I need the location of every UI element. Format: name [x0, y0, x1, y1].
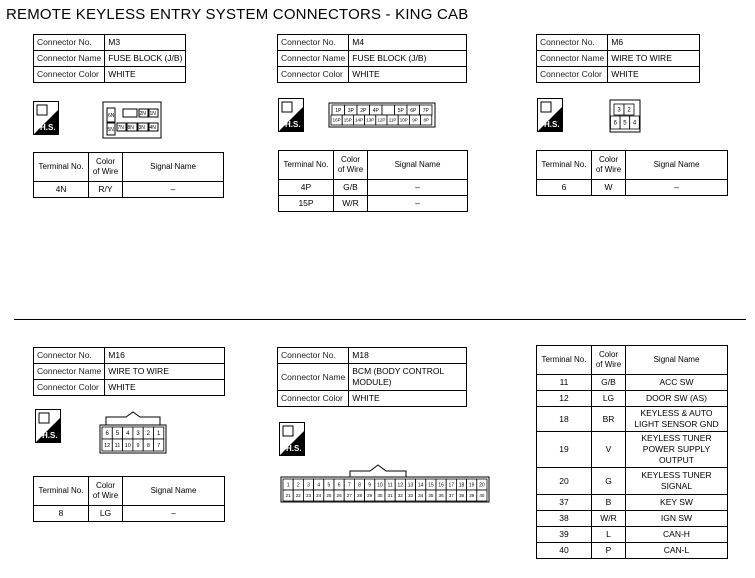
connector-no-label: Connector No.: [34, 35, 105, 51]
connector-color-label: Connector Color: [34, 380, 105, 396]
connector-color-label: Connector Color: [278, 67, 349, 83]
m4-pin: 10P: [399, 117, 408, 123]
terminal-no-header: Terminal No.: [279, 151, 334, 180]
m18-pin: 37: [448, 493, 454, 499]
m18-connector-color: WHITE: [349, 391, 467, 407]
m4-pin: 14P: [354, 117, 364, 123]
signal-cell: –: [368, 196, 468, 212]
m16-pin: 11: [114, 442, 121, 449]
m16-pin: 2: [146, 431, 151, 438]
signal-cell: CAN-H: [626, 527, 728, 543]
m16-connector-face: [98, 411, 168, 460]
signal-name-header: Signal Name: [123, 477, 225, 506]
wire-color-header: Color of Wire: [592, 346, 626, 375]
m18-pin: 2: [296, 482, 300, 489]
m4-pin: 12P: [377, 117, 386, 123]
m16-pin: 7: [157, 442, 161, 449]
signal-name-header: Signal Name: [626, 151, 728, 180]
signal-cell: –: [123, 182, 224, 198]
terminal-cell: 12: [537, 391, 592, 407]
wire-cell: V: [592, 432, 626, 468]
m18-terminal-table: [536, 345, 728, 559]
wire-cell: P: [592, 543, 626, 559]
terminal-no-header: Terminal No.: [34, 477, 89, 506]
m18-pin: 36: [438, 493, 444, 499]
m18-pin: 35: [428, 493, 434, 499]
wire-color-header: Color of Wire: [592, 151, 626, 180]
m18-connector-no: M18: [349, 348, 467, 364]
wire-color-header: Color of Wire: [89, 477, 123, 506]
m18-pin: 24: [316, 493, 322, 499]
m3-pin: 6N: [108, 113, 115, 119]
m16-pin: 9: [136, 442, 140, 449]
m16-pin: 10: [124, 442, 131, 449]
terminal-cell: 40: [537, 543, 592, 559]
m18-pin: 16: [438, 482, 444, 489]
m4-pin: 5P: [397, 107, 404, 114]
m16-pin: 6: [105, 431, 109, 438]
table-row: [537, 180, 728, 196]
table-row: [34, 506, 225, 522]
wire-cell: W/R: [334, 196, 368, 212]
wire-cell: LG: [592, 391, 626, 407]
terminal-cell: 4N: [34, 182, 89, 198]
m3-pin: 2N: [139, 111, 146, 117]
hs-icon: [33, 101, 59, 135]
hs-icon: [537, 98, 563, 132]
m6-pin: 3: [617, 107, 621, 114]
m3-pin: 1N: [149, 111, 156, 117]
m4-terminal-table: [278, 150, 468, 212]
hs-icon: [279, 422, 305, 456]
m18-pin: 3: [307, 482, 310, 489]
m18-pin: 4: [317, 482, 321, 489]
hs-label: H.S.: [286, 444, 302, 453]
m18-pin: 30: [377, 493, 383, 499]
table-row: [34, 182, 224, 198]
m18-pin: 1: [286, 482, 290, 489]
m18-pin: 32: [397, 493, 403, 499]
m18-pin: 6: [337, 482, 341, 489]
connector-name-label: Connector Name: [537, 51, 608, 67]
m3-connector-no: M3: [105, 35, 186, 51]
connector-color-label: Connector Color: [34, 67, 105, 83]
m3-pin: 7N: [117, 125, 124, 131]
m18-pin: 11: [387, 482, 393, 489]
m18-pin: 23: [305, 493, 312, 499]
connector-no-label: Connector No.: [278, 35, 349, 51]
m18-pin: 12: [397, 482, 404, 489]
hs-label: H.S.: [42, 431, 58, 440]
m6-connector-name: WIRE TO WIRE: [608, 51, 700, 67]
table-row: [537, 432, 728, 468]
terminal-cell: 11: [537, 375, 592, 391]
wire-cell: B: [592, 495, 626, 511]
signal-cell: KEYLESS TUNER POWER SUPPLY OUTPUT: [626, 432, 728, 468]
m3-info-table: [33, 34, 186, 83]
signal-cell: ACC SW: [626, 375, 728, 391]
m4-pin: 13P: [366, 117, 375, 123]
m18-pin: 34: [418, 493, 424, 499]
m4-connector-no: M4: [349, 35, 467, 51]
m6-pin: 4: [632, 120, 637, 127]
m6-info-table: [536, 34, 700, 83]
connector-no-label: Connector No.: [34, 348, 105, 364]
hs-icon: [278, 98, 304, 132]
hs-label: H.S.: [40, 123, 56, 132]
terminal-cell: 18: [537, 407, 592, 432]
m4-connector-name: FUSE BLOCK (J/B): [349, 51, 467, 67]
m18-pin: 13: [407, 482, 414, 489]
m4-pin: 6P: [410, 107, 417, 114]
signal-cell: KEYLESS TUNER SIGNAL: [626, 468, 728, 495]
m16-pin: 1: [156, 431, 161, 438]
table-row: [537, 527, 728, 543]
table-row: [537, 511, 728, 527]
table-row: [537, 495, 728, 511]
m18-pin: 18: [458, 482, 465, 489]
connector-name-label: Connector Name: [34, 51, 105, 67]
table-row: [537, 543, 728, 559]
m3-connector-color: WHITE: [105, 67, 186, 83]
wire-cell: G/B: [592, 375, 626, 391]
m3-pin: 3N: [138, 125, 145, 131]
m4-pin: 2P: [360, 107, 367, 114]
wire-cell: L: [592, 527, 626, 543]
m6-pin: 6: [613, 120, 617, 127]
terminal-no-header: Terminal No.: [537, 151, 592, 180]
signal-name-header: Signal Name: [626, 346, 728, 375]
connector-name-label: Connector Name: [278, 364, 349, 391]
m3-pin: 5N: [107, 127, 114, 133]
m18-pin: 38: [458, 493, 465, 499]
hs-icon: [35, 409, 61, 443]
m4-pin: 16P: [332, 117, 341, 123]
terminal-cell: 37: [537, 495, 592, 511]
signal-name-header: Signal Name: [368, 151, 468, 180]
m18-pin: 8: [358, 482, 361, 489]
m18-pin: 21: [285, 493, 291, 499]
wire-cell: G: [592, 468, 626, 495]
m4-pin: 15P: [343, 117, 352, 123]
m18-pin: 26: [336, 493, 342, 499]
wire-cell: LG: [89, 506, 123, 522]
hs-label: H.S.: [544, 120, 560, 129]
terminal-no-header: Terminal No.: [34, 153, 89, 182]
m4-pin: 4P: [372, 107, 379, 114]
m16-pin: 8: [146, 442, 150, 449]
m18-pin: 7: [347, 482, 351, 489]
m18-pin: 17: [448, 482, 455, 489]
terminal-cell: 15P: [279, 196, 334, 212]
m18-pin: 9: [368, 482, 372, 489]
m4-pin: 8P: [423, 117, 429, 123]
m4-pin: 9P: [412, 117, 418, 123]
terminal-cell: 39: [537, 527, 592, 543]
terminal-cell: 6: [537, 180, 592, 196]
terminal-cell: 20: [537, 468, 592, 495]
m18-connector-face: [280, 463, 490, 508]
wire-cell: R/Y: [89, 182, 123, 198]
m18-pin: 25: [326, 493, 332, 499]
signal-cell: –: [123, 506, 225, 522]
signal-name-header: Signal Name: [123, 153, 224, 182]
m18-pin: 40: [479, 493, 485, 499]
signal-cell: –: [626, 180, 728, 196]
m6-connector-face: [609, 99, 641, 138]
terminal-cell: 4P: [279, 180, 334, 196]
m4-pin: 1P: [335, 107, 342, 114]
m16-connector-name: WIRE TO WIRE: [105, 364, 225, 380]
connector-color-label: Connector Color: [537, 67, 608, 83]
terminal-cell: 8: [34, 506, 89, 522]
m18-pin: 15: [428, 482, 434, 489]
connector-color-label: Connector Color: [278, 391, 349, 407]
m4-pin: 11P: [388, 117, 397, 123]
connector-no-label: Connector No.: [537, 35, 608, 51]
m4-pin: 7P: [422, 107, 429, 114]
connector-name-label: Connector Name: [278, 51, 349, 67]
m3-connector-face: [101, 100, 163, 145]
wire-cell: W/R: [592, 511, 626, 527]
m16-connector-color: WHITE: [105, 380, 225, 396]
table-row: [537, 407, 728, 432]
m6-connector-no: M6: [608, 35, 700, 51]
m18-pin: 22: [295, 493, 301, 499]
table-row: [537, 375, 728, 391]
m3-terminal-table: [33, 152, 224, 198]
wire-cell: W: [592, 180, 626, 196]
m18-pin: 33: [407, 493, 414, 499]
m6-terminal-table: [536, 150, 728, 196]
terminal-no-header: Terminal No.: [537, 346, 592, 375]
m18-pin: 10: [377, 482, 383, 489]
m16-pin: 12: [104, 442, 111, 449]
signal-cell: KEYLESS & AUTO LIGHT SENSOR GND: [626, 407, 728, 432]
m18-pin: 14: [417, 482, 424, 489]
connector-no-label: Connector No.: [278, 348, 349, 364]
table-row: [279, 196, 468, 212]
m6-connector-color: WHITE: [608, 67, 700, 83]
section-divider: [14, 319, 746, 320]
signal-cell: DOOR SW (AS): [626, 391, 728, 407]
m16-pin: 4: [126, 431, 130, 438]
signal-cell: IGN SW: [626, 511, 728, 527]
m3-pin: 8N: [127, 125, 134, 131]
terminal-cell: 38: [537, 511, 592, 527]
m4-connector-color: WHITE: [349, 67, 467, 83]
m18-connector-name: BCM (BODY CONTROL MODULE): [349, 364, 467, 391]
m18-pin: 27: [346, 493, 352, 499]
wire-color-header: Color of Wire: [89, 153, 123, 182]
m16-pin: 3: [136, 431, 140, 438]
m18-info-table: [277, 347, 467, 407]
signal-cell: KEY SW: [626, 495, 728, 511]
table-row: [537, 468, 728, 495]
signal-cell: –: [368, 180, 468, 196]
wire-color-header: Color of Wire: [334, 151, 368, 180]
wire-cell: BR: [592, 407, 626, 432]
m16-info-table: [33, 347, 225, 396]
m18-pin: 39: [469, 493, 475, 499]
m18-pin: 29: [367, 493, 373, 499]
m4-info-table: [277, 34, 467, 83]
page-title: REMOTE KEYLESS ENTRY SYSTEM CONNECTORS - KING CAB: [6, 6, 469, 23]
m4-pin: 3P: [347, 107, 354, 114]
m16-pin: 5: [115, 431, 120, 438]
m16-terminal-table: [33, 476, 225, 522]
m18-pin: 31: [387, 493, 393, 499]
m4-pin-cell: [382, 105, 395, 115]
m18-pin: 5: [327, 482, 331, 489]
connector-name-label: Connector Name: [34, 364, 105, 380]
m3-pin: 4N: [149, 125, 156, 131]
m18-pin: 20: [479, 482, 485, 489]
m18-pin: 28: [356, 493, 363, 499]
hs-label: H.S.: [285, 120, 301, 129]
m6-pin: 2: [627, 107, 631, 114]
m4-connector-face: [328, 102, 436, 133]
wire-cell: G/B: [334, 180, 368, 196]
m3-connector-name: FUSE BLOCK (J/B): [105, 51, 186, 67]
m6-pin: 5: [623, 120, 627, 127]
terminal-cell: 19: [537, 432, 592, 468]
table-row: [279, 180, 468, 196]
m16-connector-no: M16: [105, 348, 225, 364]
table-row: [537, 391, 728, 407]
signal-cell: CAN-L: [626, 543, 728, 559]
m18-pin: 19: [468, 482, 475, 489]
